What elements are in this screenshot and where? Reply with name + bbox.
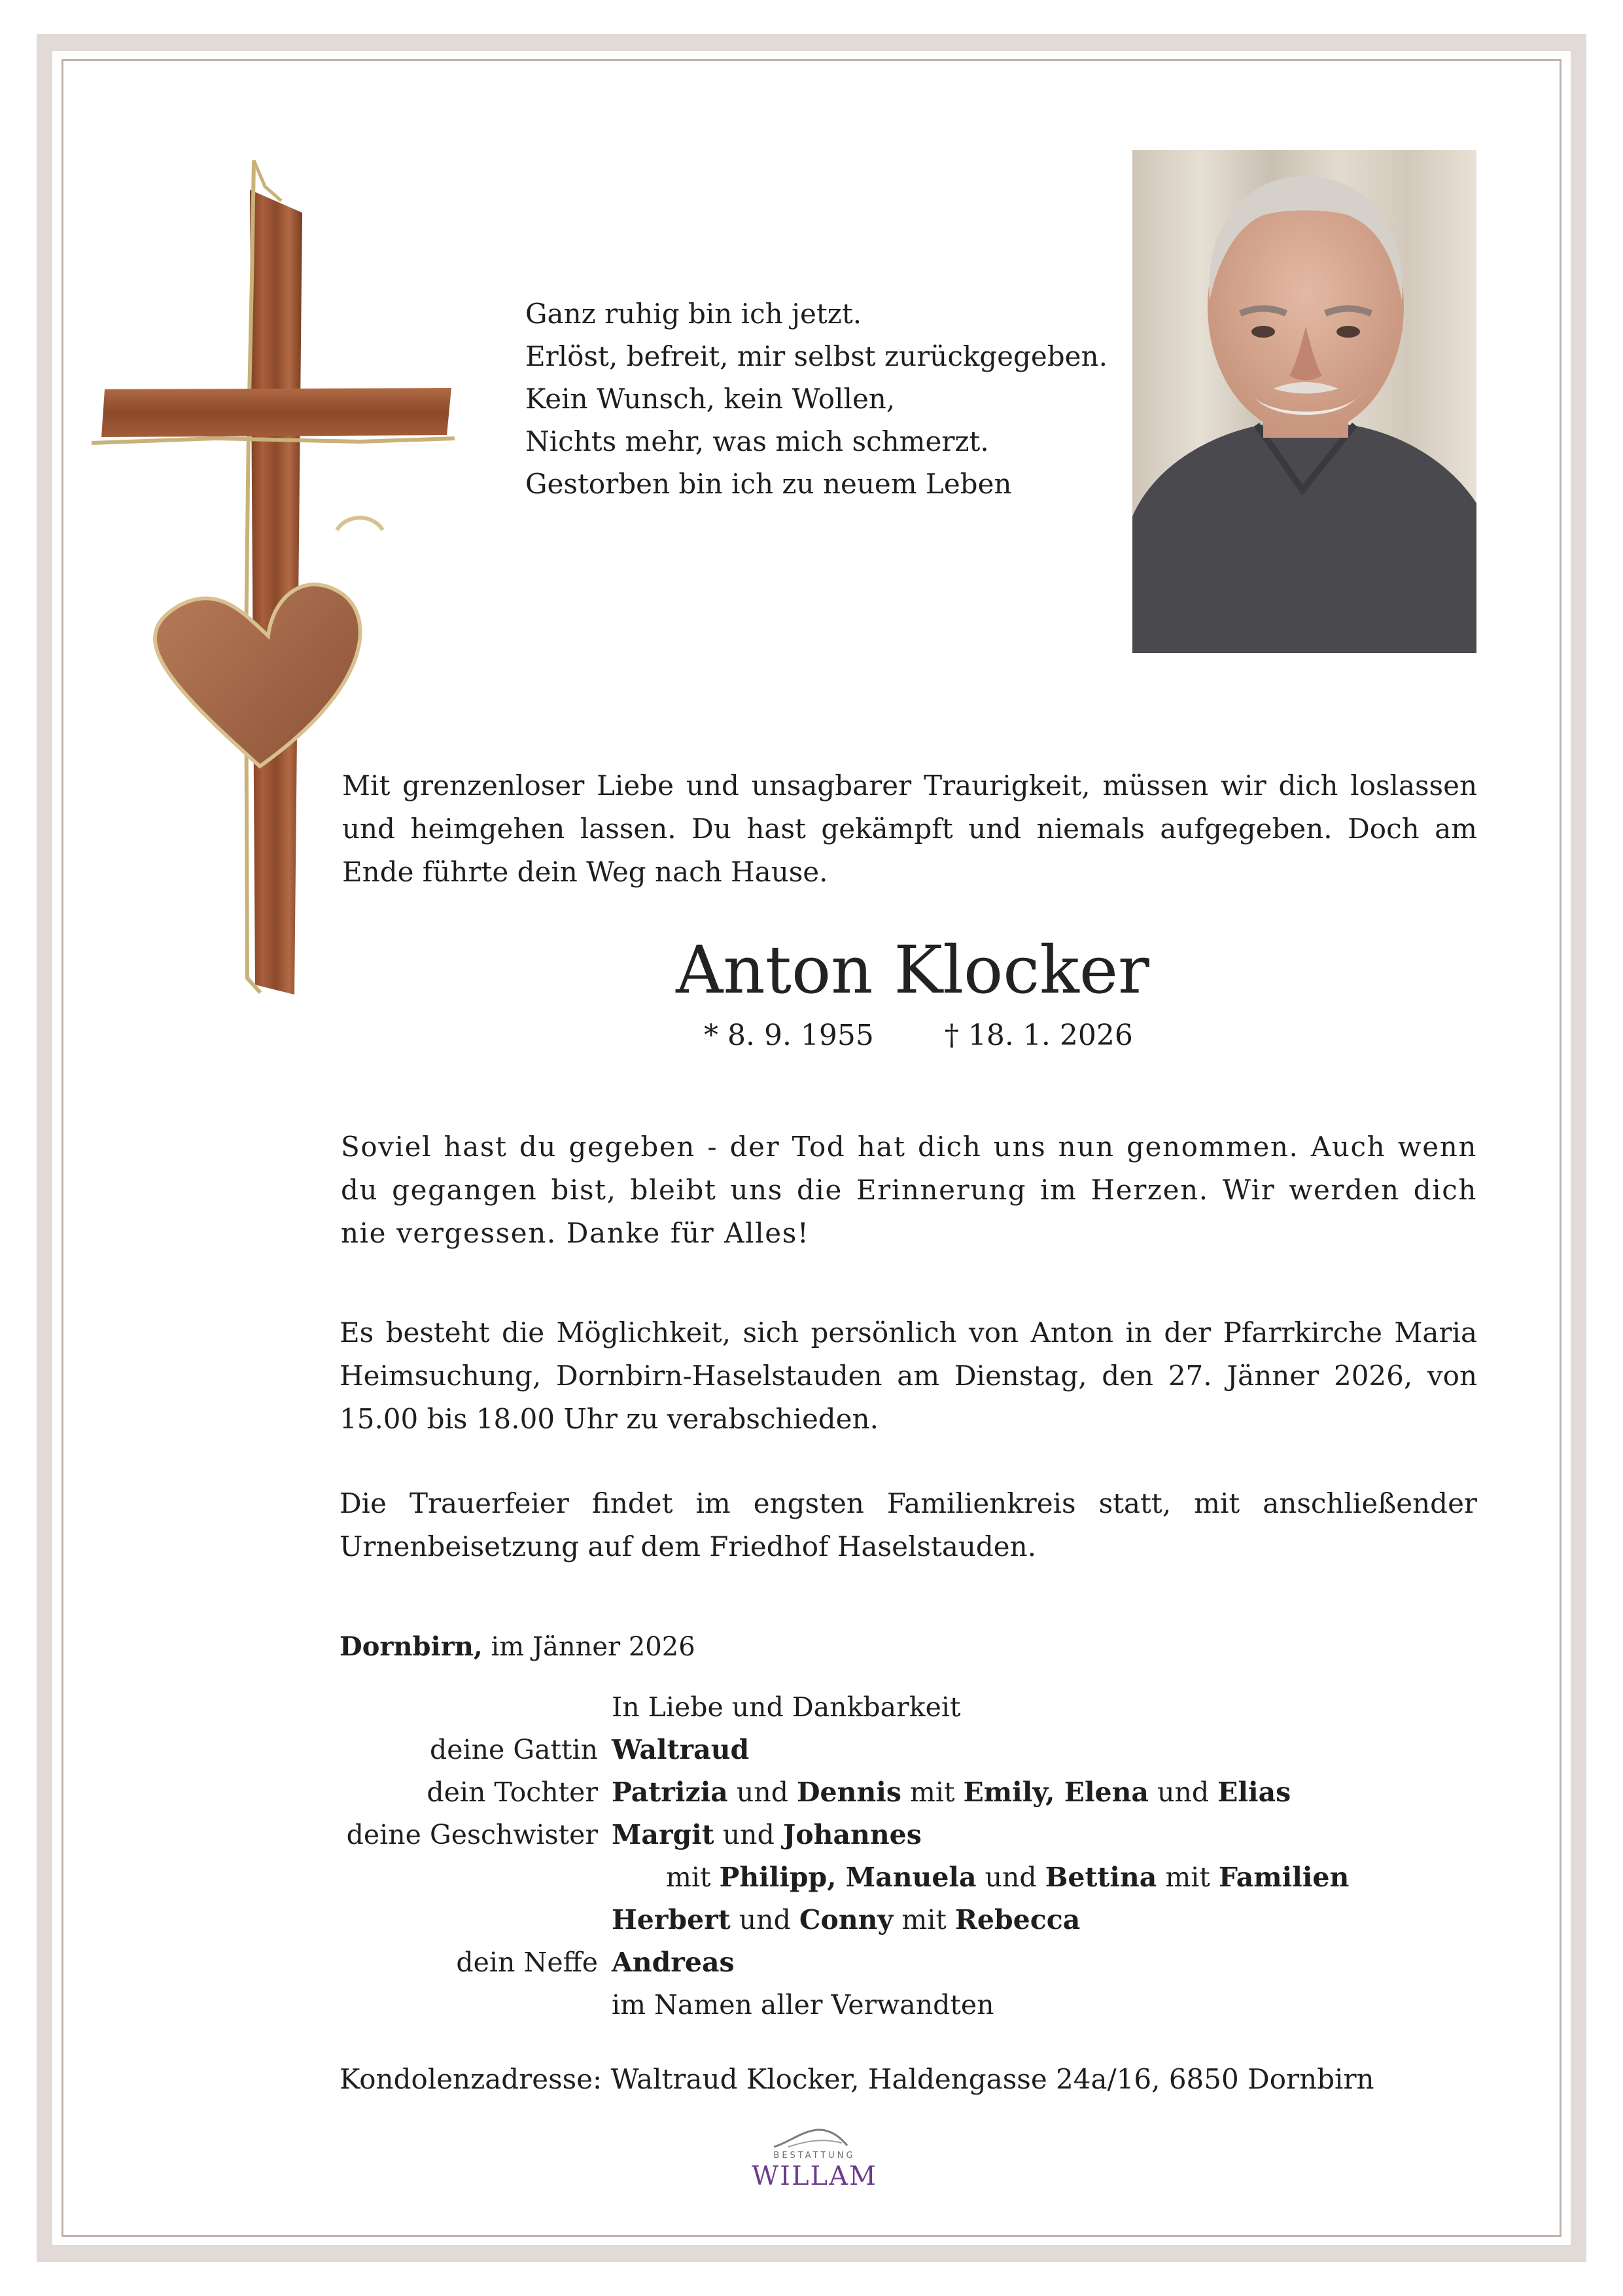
relative-name: Emily, Elena bbox=[963, 1776, 1149, 1808]
place-date-text: im Jänner 2026 bbox=[491, 1632, 695, 1662]
birth-date: 8. 9. 1955 bbox=[727, 1019, 874, 1052]
relative-name: Bettina bbox=[1045, 1862, 1157, 1893]
place-city: Dornbirn, bbox=[340, 1631, 483, 1662]
logo-subtitle: BESTATTUNG bbox=[773, 2151, 856, 2161]
relative-name: Familien bbox=[1218, 1862, 1350, 1893]
funeral-home-logo bbox=[749, 2123, 880, 2189]
relative-name: Elias bbox=[1217, 1776, 1291, 1808]
family-closing: im Namen aller Verwandten bbox=[612, 1989, 994, 2021]
condolence-address: Kondolenzadresse: Waltraud Klocker, Haldengasse 24a/16, 6850 Dornbirn bbox=[340, 2063, 1374, 2095]
logo-swoosh-icon bbox=[769, 2123, 860, 2151]
poem-line: Gestorben bin ich zu neuem Leben bbox=[525, 468, 1012, 500]
relation-label: deine Geschwister bbox=[346, 1819, 598, 1850]
relative-name: Andreas bbox=[612, 1947, 735, 1978]
relation-label: deine Gattin bbox=[430, 1734, 598, 1765]
relative-name: Margit bbox=[612, 1819, 714, 1850]
farewell-paragraph: Soviel hast du gegeben - der Tod hat dich uns nun genommen. Auch wenn du gegangen bist, bleibt uns die Erinnerung im Herzen. Wir werden dich nie vergessen. Danke für Alles! bbox=[341, 1131, 1477, 1249]
relative-name: Rebecca bbox=[954, 1904, 1081, 1935]
relative-name: Patrizia bbox=[612, 1776, 728, 1808]
relative-name: Dennis bbox=[797, 1776, 901, 1808]
place-date bbox=[340, 1627, 695, 1667]
poem bbox=[525, 292, 1108, 505]
birth-symbol: * bbox=[704, 1019, 718, 1052]
poem-line: Erlöst, befreit, mir selbst zurückgegeben. bbox=[525, 340, 1108, 372]
viewing-paragraph: Es besteht die Möglichkeit, sich persönlich von Anton in der Pfarrkirche Maria Heimsuchung, Dornbirn-Haselstauden am Dienstag, den 27. Jänner 2026, von 15.00 bis 18.00 Uhr zu verabschieden. bbox=[340, 1316, 1477, 1435]
death-symbol: † bbox=[944, 1019, 959, 1052]
relative-name: Johannes bbox=[782, 1819, 922, 1850]
logo-title: WILLAM bbox=[752, 2161, 877, 2191]
poem-line: Nichts mehr, was mich schmerzt. bbox=[525, 425, 989, 457]
relative-name: Philipp, Manuela bbox=[719, 1862, 977, 1893]
life-dates bbox=[704, 1016, 1133, 1055]
deceased-name: Anton Klocker bbox=[676, 932, 1149, 1008]
relation-label: dein Neffe bbox=[456, 1947, 598, 1978]
relation-label: dein Tochter bbox=[427, 1776, 598, 1808]
relative-name: Waltraud bbox=[612, 1734, 750, 1765]
relative-name: Conny bbox=[799, 1904, 894, 1935]
poem-line: Kein Wunsch, kein Wollen, bbox=[525, 383, 896, 415]
death-date: 18. 1. 2026 bbox=[968, 1019, 1133, 1052]
funeral-paragraph: Die Trauerfeier findet im engsten Familienkreis statt, mit anschließender Urnenbeisetzung auf dem Friedhof Haselstauden. bbox=[340, 1487, 1477, 1563]
family-intro: In Liebe und Dankbarkeit bbox=[612, 1691, 961, 1723]
intro-paragraph: Mit grenzenloser Liebe und unsagbarer Traurigkeit, müssen wir dich loslassen und heimgehen lassen. Du hast gekämpft und niemals aufgegeben. Doch am Ende führte dein Weg nach Hause. bbox=[342, 769, 1477, 888]
poem-line: Ganz ruhig bin ich jetzt. bbox=[525, 298, 862, 330]
relative-name: Herbert bbox=[612, 1904, 731, 1935]
portrait-photo bbox=[1132, 150, 1476, 653]
